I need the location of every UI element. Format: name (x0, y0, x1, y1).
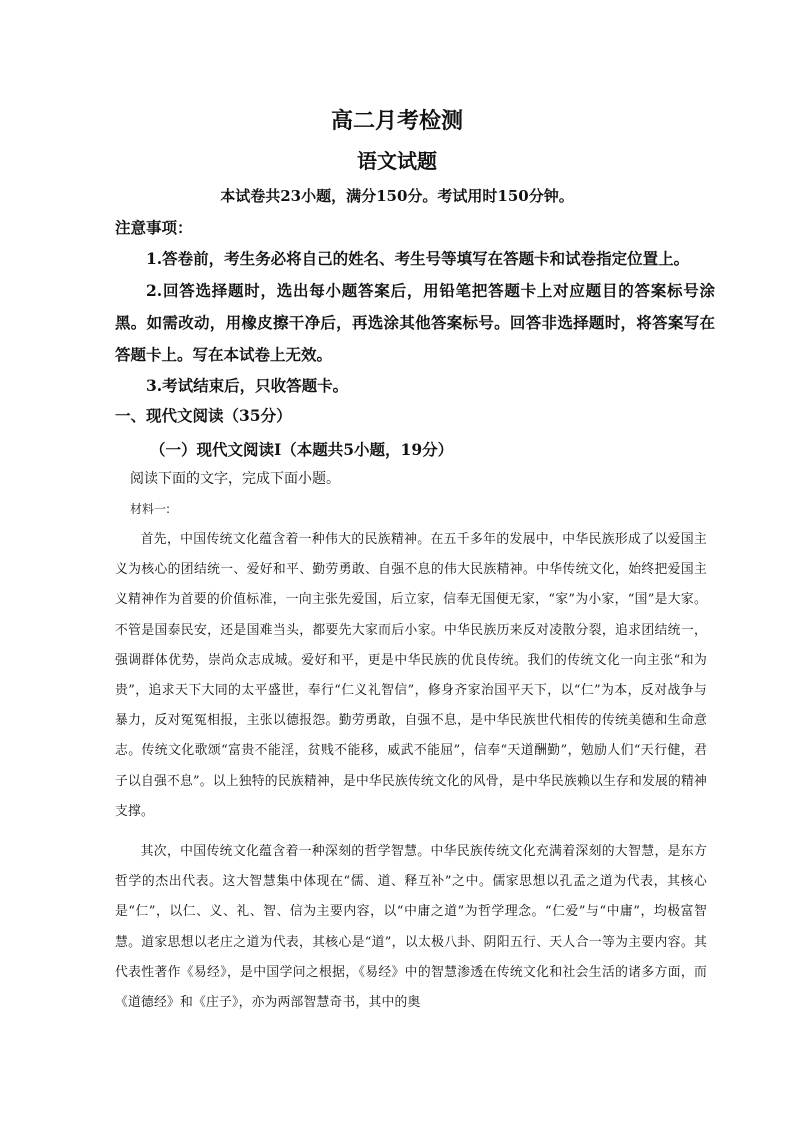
material-label: 材料一: (130, 502, 171, 516)
page-title: 高二月考检测 (330, 108, 463, 134)
material-paragraph-1: 首先，中国传统文化蕴含着一种伟大的民族精神。在五千多年的发展中，中华民族形成了以爱国主义为核心的团结统一、爱好和平、勤劳勇敢、自强不息的伟大民族精神。中华传统文化，始终把爱国主义精神作为首要的价值标准，一向主张先爱国，后立家，信奉无国便无家，“家”为小家，“国”是大家。不管是国泰民安，还是国难当头，都要先大家而后小家。中华民族历来反对凌散分裂，追求团结统一，强调群体优势，崇尚众志成城。爱好和平，更是中华民族的优良传统。我们的传统文化一向主张“和为贵”，追求天下大同的太平盛世，奉行“仁义礼智信”，修身齐家治国平天下，以“仁”为本，反对战争与暴力，反对冤冤相报，主张以德报怨。勤劳勇敢，自强不息，是中华民族世代相传的传统美德和生命意志。传统文化歌颂“富贵不能淫，贫贱不能移，威武不能屈”，信奉“天道酬勤”，勉励人们“天行健，君子以自强不息”。以上独特的民族精神，是中华民族传统文化的风骨，是中华民族赖以生存和发展的精神支撑。 (115, 532, 707, 819)
page-subtitle: 语文试题 (357, 149, 437, 173)
notice-item-3: 3.考试结束后，只收答题卡。 (146, 376, 349, 395)
material-paragraph-2: 其次，中国传统文化蕴含着一种深刻的哲学智慧。中华民族传统文化充满着深刻的大智慧，是东方哲学的杰出代表。这大智慧集中体现在“儒、道、释互补”之中。儒家思想以孔孟之道为代表，其核心是“仁”，以仁、义、礼、智、信为主要内容，以“中庸之道”为哲学理念。“仁爱”与“中庸”，均极富智慧。道家思想以老庄之道为代表，其核心是“道”，以太极八卦、阴阳五行、天人合一等为主要内容。其代表性著作《易经》，是中国学问之根据，《易经》中的智慧渗透在传统文化和社会生活的诸多方面，而《道德经》和《庄子》，亦为两部智慧奇书，其中的奥 (115, 844, 707, 1011)
reading-instruction: 阅读下面的文字，完成下面小题。 (130, 471, 340, 487)
section-heading: 一、现代文阅读（35分） (115, 406, 292, 425)
subsection-heading: （一）现代文阅读Ⅰ（本题共5小题，19分） (150, 440, 454, 459)
notice-item-2: 2.回答选择题时，选出每小题答案后，用铅笔把答题卡上对应题目的答案标号涂黑。如需改动，用橡皮擦干净后，再选涂其他答案标号。回答非选择题时，将答案写在答题卡上。写在本试卷上无效。 (115, 281, 715, 364)
notice-heading: 注意事项： (115, 218, 193, 237)
exam-info: 本试卷共23小题，满分150分。考试用时150分钟。 (220, 187, 574, 205)
notice-item-1: 1.答卷前，考生务必将自己的姓名、考生号等填写在答题卡和试卷指定位置上。 (146, 249, 690, 268)
